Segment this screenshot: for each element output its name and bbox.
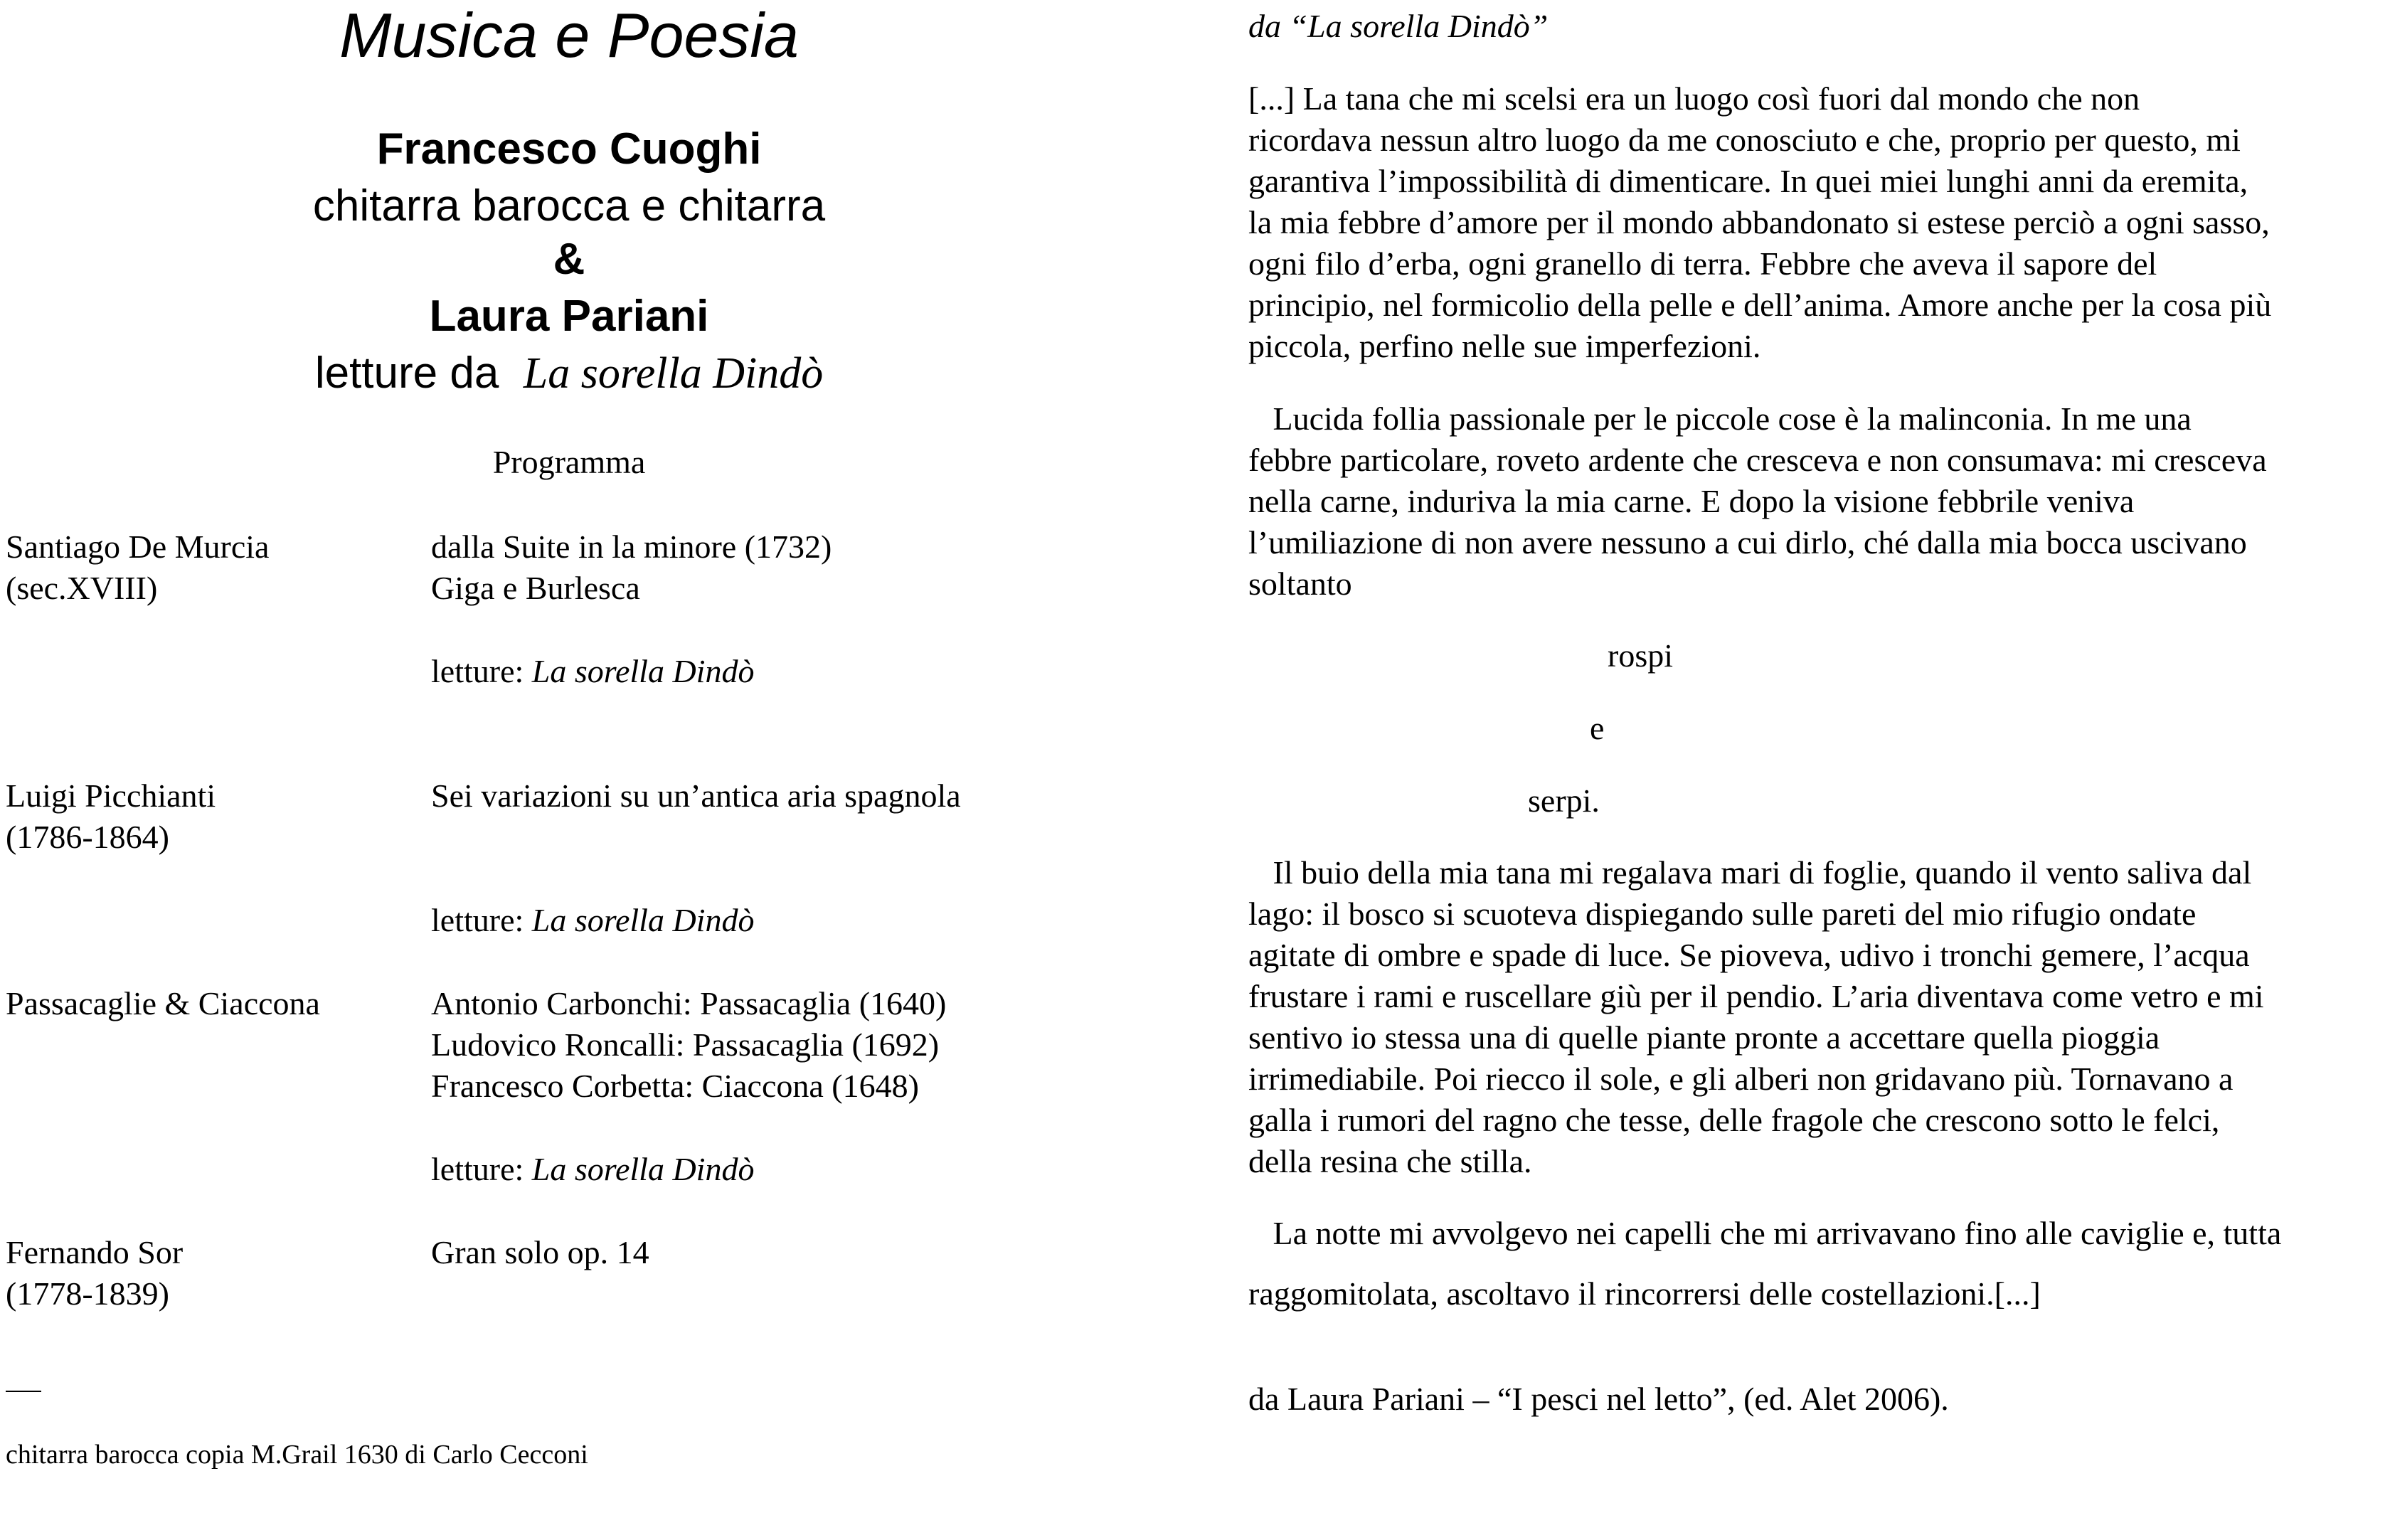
work-title: Antonio Carbonchi: Passacaglia (1640) — [431, 985, 947, 1021]
programme-column — [0, 0, 1138, 1540]
work-title: Francesco Corbetta: Ciaccona (1648) — [431, 1068, 919, 1104]
excerpt-line: la mia febbre d’amore per il mondo abbandonato si estese perciò a ogni sasso, — [1248, 204, 2270, 240]
reading-prefix: letture: — [431, 653, 524, 689]
composer-name: Passacaglie & Ciaccona — [6, 985, 320, 1021]
work-title: Giga e Burlesca — [431, 570, 640, 606]
composer-dates: (1786-1864) — [6, 819, 169, 855]
excerpt-line: febbre particolare, roveto ardente che cresceva e non consumava: mi cresceva — [1248, 442, 2267, 478]
excerpt-line: sentivo io stessa una di quelle piante pronte a accettare quella pioggia — [1248, 1019, 2160, 1056]
composer-dates: (1778-1839) — [6, 1275, 169, 1312]
readings-prefix: letture da — [314, 349, 499, 398]
composer-name: Fernando Sor — [6, 1234, 184, 1270]
excerpt-line: [...] La tana che mi scelsi era un luogo così fuori dal mondo che non — [1248, 80, 2140, 117]
excerpt-heading: da “La sorella Dindò” — [1248, 8, 1549, 44]
readings-book-title: La sorella Dindò — [523, 349, 824, 398]
composer-name: Luigi Picchianti — [6, 777, 216, 814]
footnote-text: chitarra barocca copia M.Grail 1630 di Carlo Cecconi — [6, 1440, 588, 1470]
excerpt-column — [1248, 0, 2390, 1540]
event-title: Musica e Poesia — [339, 0, 799, 70]
excerpt-line: raggomitolata, ascoltavo il rincorrersi delle costellazioni.[...] — [1248, 1275, 2041, 1312]
reading-entry — [431, 651, 754, 692]
performer-name-pariani: Laura Pariani — [429, 292, 709, 341]
reading-entry — [431, 1149, 754, 1190]
excerpt-line: Lucida follia passionale per le piccole cose è la malinconia. In me una — [1248, 400, 2192, 437]
excerpt-line: piccola, perfino nelle sue imperfezioni. — [1248, 328, 1761, 364]
verse-line: rospi — [1608, 637, 1673, 674]
composer-name: Santiago De Murcia — [6, 529, 270, 565]
composer-dates: (sec.XVIII) — [6, 570, 158, 606]
excerpt-line: irrimediabile. Poi riecco il sole, e gli alberi non gridavano più. Tornavano a — [1248, 1061, 2234, 1097]
excerpt-line: della resina che stilla. — [1248, 1143, 1532, 1179]
excerpt-line: nella carne, induriva la mia carne. E dopo la visione febbrile veniva — [1248, 483, 2135, 519]
work-title: Sei variazioni su un’antica aria spagnola — [431, 777, 961, 814]
excerpt-line: soltanto — [1248, 565, 1352, 602]
ampersand: & — [553, 235, 585, 284]
footnote-dash — [6, 1391, 41, 1392]
excerpt-line: ogni filo d’erba, ogni granello di terra. Febbre che aveva il sapore del — [1248, 245, 2157, 282]
excerpt-line: principio, nel formicolio della pelle e dell’anima. Amore anche per la cosa più — [1248, 287, 2272, 323]
reading-title: La sorella Dindò — [531, 1151, 755, 1187]
excerpt-line: agitate di ombre e spade di luce. Se pioveva, udivo i tronchi gemere, l’acqua — [1248, 937, 2250, 973]
excerpt-line: Il buio della mia tana mi regalava mari di foglie, quando il vento saliva dal — [1248, 854, 2252, 891]
excerpt-line: lago: il bosco si scuoteva dispiegando sulle pareti del mio rifugio ondate — [1248, 896, 2197, 932]
excerpt-source: da Laura Pariani – “I pesci nel letto”, (ed. Alet 2006). — [1248, 1381, 1949, 1417]
verse-line: serpi. — [1528, 782, 1600, 819]
work-title: dalla Suite in la minore (1732) — [431, 529, 832, 565]
performer-name-cuoghi: Francesco Cuoghi — [376, 124, 762, 174]
reading-prefix: letture: — [431, 1151, 524, 1187]
work-title: Gran solo op. 14 — [431, 1234, 649, 1270]
reading-prefix: letture: — [431, 902, 524, 938]
reading-entry — [431, 900, 754, 941]
excerpt-line: l’umiliazione di non avere nessuno a cui dirlo, ché dalla mia bocca uscivano — [1248, 524, 2247, 561]
excerpt-line: ricordava nessun altro luogo da me conosciuto e che, proprio per questo, mi — [1248, 122, 2241, 158]
verse-line: e — [1590, 710, 1605, 746]
excerpt-line: garantiva l’impossibilità di dimenticare. In quei miei lunghi anni da eremita, — [1248, 163, 2248, 199]
excerpt-line: La notte mi avvolgevo nei capelli che mi arrivavano fino alle caviglie e, tutta — [1248, 1215, 2282, 1251]
excerpt-line: frustare i rami e ruscellare giù per il pendio. L’aria diventava come vetro e mi — [1248, 978, 2264, 1014]
reading-title: La sorella Dindò — [531, 902, 755, 938]
work-title: Ludovico Roncalli: Passacaglia (1692) — [431, 1026, 940, 1063]
programme-heading: Programma — [492, 444, 646, 480]
reading-title: La sorella Dindò — [531, 653, 755, 689]
excerpt-line: galla i rumori del ragno che tesse, delle fragole che crescono sotto le felci, — [1248, 1102, 2220, 1138]
readings-line — [0, 345, 1138, 402]
performer-instrument: chitarra barocca e chitarra — [312, 181, 826, 230]
